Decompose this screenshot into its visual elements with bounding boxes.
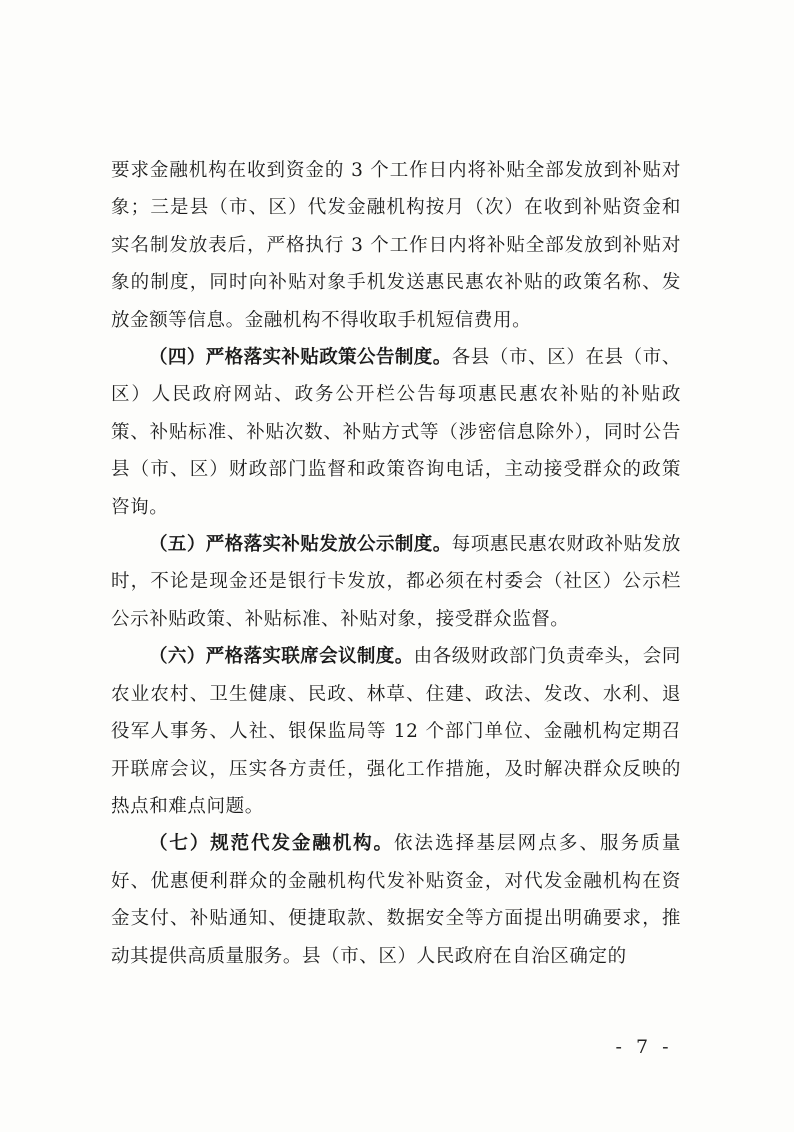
paragraph-continuation: [111, 152, 681, 339]
section-heading: （四）严格落实补贴政策公告制度。: [149, 347, 452, 369]
paragraph-text: 由各级财政部门负责牵头，会同农业农村、卫生健康、民政、林草、住建、政法、发改、水利、退役军人事务、人社、银保监局等 12 个部门单位、金融机构定期召开联席会议，压实各方责任，强化工作措施，及时解决群众反映的热点和难点问题。: [111, 646, 682, 817]
paragraph-publicity-system: [111, 526, 681, 638]
paragraph-financial-institutions: [111, 825, 681, 975]
paragraph-text: 每项惠民惠农财政补贴发放时，不论是现金还是银行卡发放，都必须在村委会（社区）公示栏公示补贴政策、补贴标准、补贴对象，接受群众监督。: [111, 534, 682, 630]
paragraph-announcement-system: [111, 339, 681, 526]
paragraph-joint-meeting-system: [111, 638, 681, 825]
paragraph-text: 各县（市、区）在县（市、区）人民政府网站、政务公开栏公告每项惠民惠农补贴的补贴政策、补贴标准、补贴次数、补贴方式等（涉密信息除外），同时公告县（市、区）财政部门监督和政策咨询电话，主动接受群众的政策咨询。: [111, 347, 682, 518]
section-heading: （五）严格落实补贴发放公示制度。: [149, 534, 452, 556]
paragraph-text: 要求金融机构在收到资金的 3 个工作日内将补贴全部发放到补贴对象；三是县（市、区）代发金融机构按月（次）在收到补贴资金和实名制发放表后，严格执行 3 个工作日内将补贴全部发放到补贴对象的制度，同时向补贴对象手机发送惠民惠农补贴的政策名称、发放金额等信息。金融机构不得收取手机短信费用。: [111, 160, 681, 331]
section-heading: （六）严格落实联席会议制度。: [149, 646, 414, 668]
document-body: [111, 152, 681, 975]
page-number: - 7 -: [615, 1036, 673, 1058]
section-heading: （七）规范代发金融机构。: [149, 833, 394, 855]
paragraph-text: 依法选择基层网点多、服务质量好、优惠便利群众的金融机构代发补贴资金，对代发金融机构在资金支付、补贴通知、便捷取款、数据安全等方面提出明确要求，推动其提供高质量服务。县（市、区）人民政府在自治区确定的: [111, 833, 681, 967]
